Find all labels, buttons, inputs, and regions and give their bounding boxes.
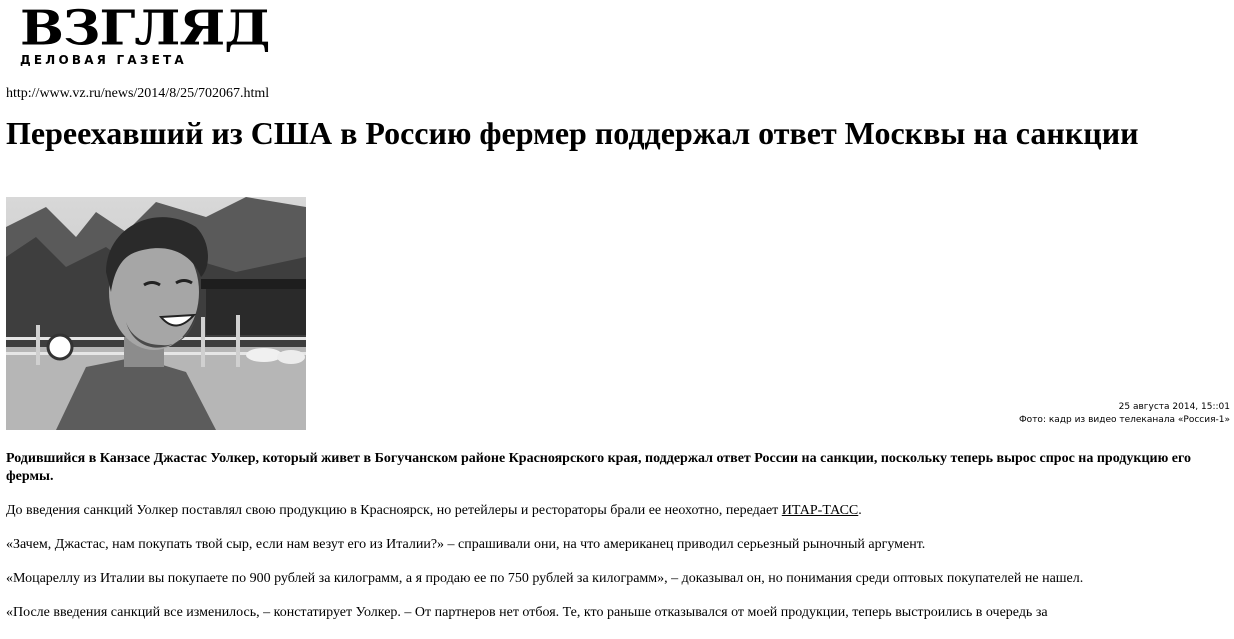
article-lead: Родившийся в Канзасе Джастас Уолкер, который живет в Богучанском районе Красноярского края, поддержал ответ России на санкции, поскольку теперь вырос спрос на продукцию его фермы. bbox=[6, 451, 1191, 484]
site-logo[interactable] bbox=[20, 0, 270, 67]
article-paragraph: «После введения санкций все изменилось, – констатирует Уолкер. – От партнеров нет отбоя. Те, кто раньше отказывался от моей продукции, теперь выстроились в очередь за bbox=[6, 605, 1048, 620]
paragraph-text-end: . bbox=[858, 503, 862, 518]
article-paragraph bbox=[6, 502, 1216, 520]
paragraph-text: До введения санкций Уолкер поставлял свою продукцию в Красноярск, но ретейлеры и рестораторы брали ее неохотно, передает bbox=[6, 503, 782, 518]
article-paragraph: «Моцареллу из Италии вы покупаете по 900 рублей за килограмм, а я продаю ее по 750 рублей за килограмм», – доказывал он, но понимания среди оптовых покупателей не нашел. bbox=[6, 571, 1084, 586]
photo-caption bbox=[1019, 401, 1230, 427]
photo-date: 25 августа 2014, 15::01 bbox=[1118, 402, 1230, 412]
photo-farmer-image bbox=[6, 197, 306, 430]
logo-subtitle: ДЕЛОВАЯ ГАЗЕТА bbox=[20, 53, 187, 67]
article-headline: Переехавший из США в Россию фермер поддержал ответ Москвы на санкции bbox=[6, 115, 1139, 151]
article-body bbox=[6, 450, 1216, 638]
photo-credit: Фото: кадр из видео телеканала «Россия-1» bbox=[1018, 415, 1230, 425]
article-url: http://www.vz.ru/news/2014/8/25/702067.html bbox=[6, 86, 270, 101]
article-photo bbox=[6, 197, 306, 430]
source-link[interactable]: ИТАР-ТАСС bbox=[781, 503, 859, 518]
article-paragraph: «Зачем, Джастас, нам покупать твой сыр, если нам везут его из Италии?» – спрашивали они, на что американец приводил серьезный рыночный аргумент. bbox=[6, 537, 926, 552]
logo-title: ВЗГЛЯД bbox=[20, 0, 270, 57]
